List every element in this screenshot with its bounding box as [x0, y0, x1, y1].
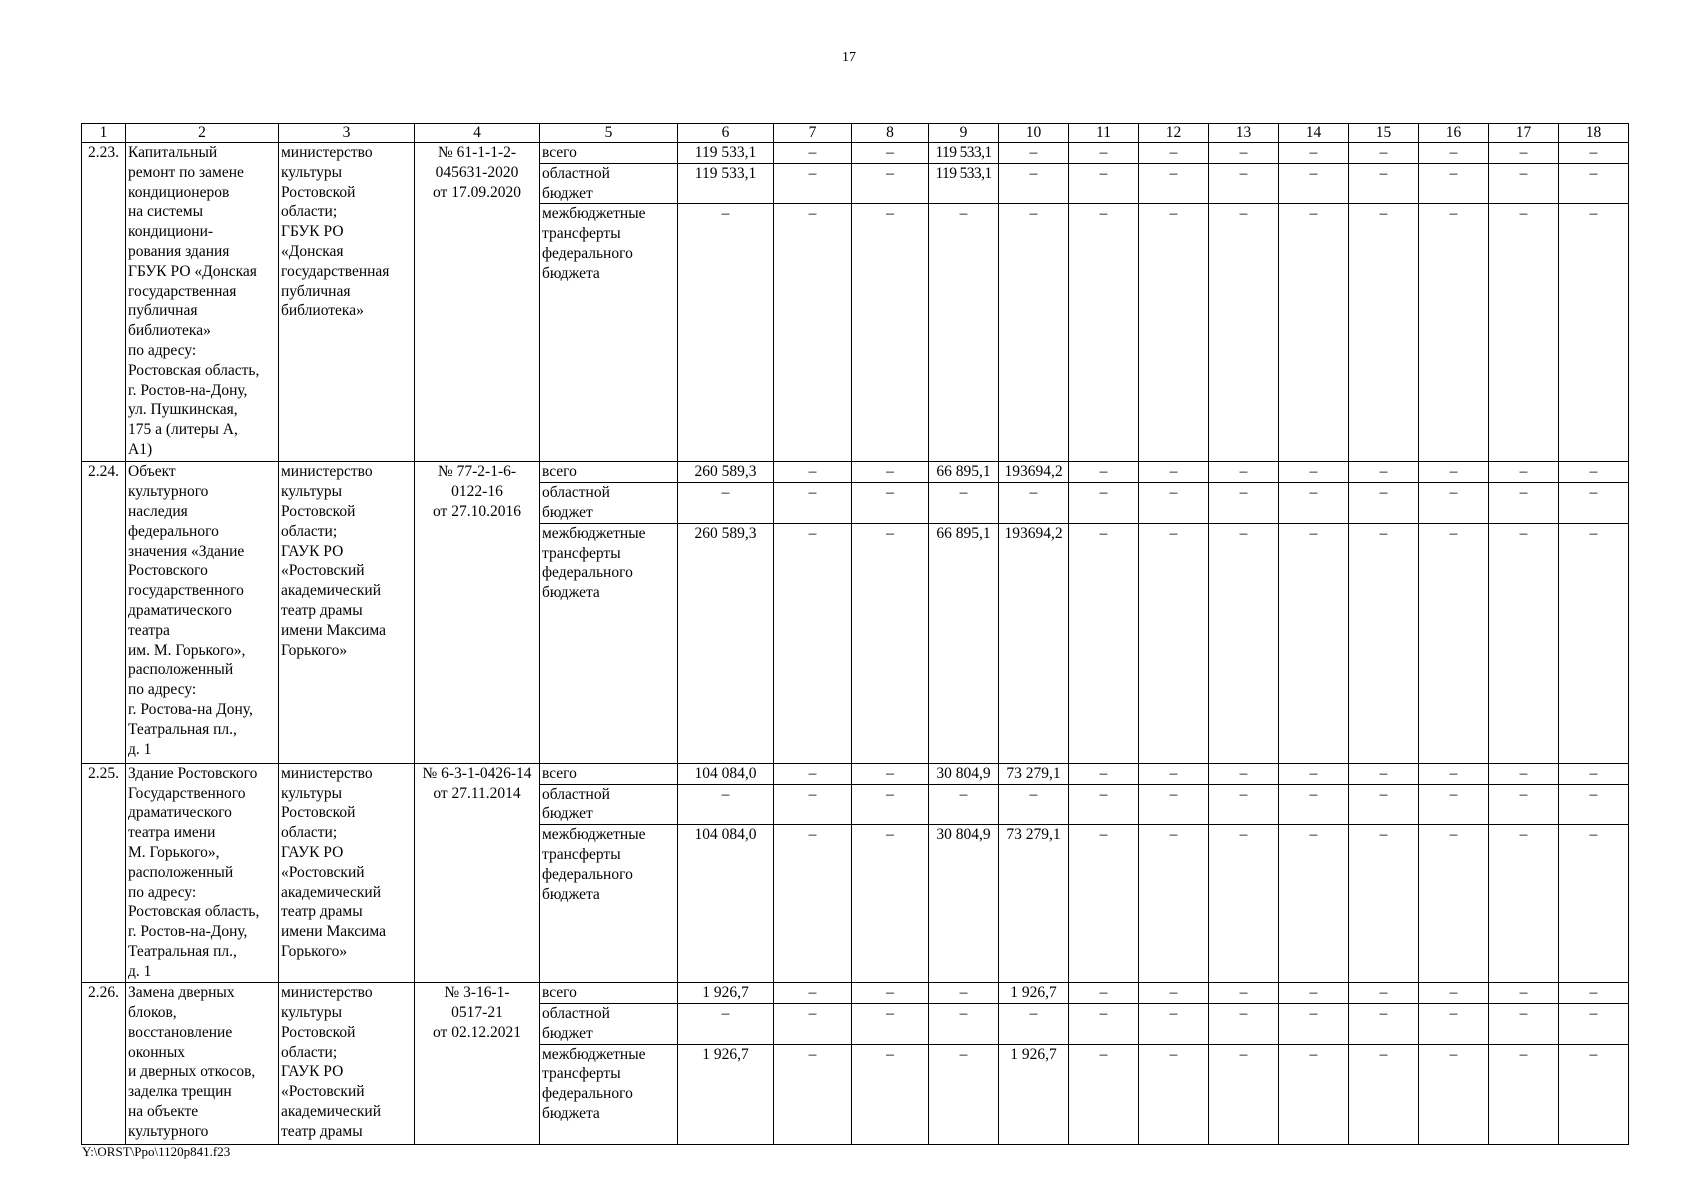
value-cell: – — [1419, 523, 1489, 763]
value-cell: – — [1349, 763, 1419, 784]
value-cell: – — [1209, 143, 1279, 164]
value-cell: – — [852, 983, 929, 1004]
value-cell: – — [929, 784, 999, 825]
value-cell: – — [1069, 1003, 1139, 1044]
table-row — [82, 143, 1629, 164]
value-cell: – — [1559, 825, 1629, 983]
value-cell: – — [1279, 143, 1349, 164]
value-cell: – — [1349, 825, 1419, 983]
value-cell: – — [929, 1003, 999, 1044]
header-row — [82, 124, 1629, 143]
value-cell: – — [1139, 763, 1209, 784]
value-cell: – — [1139, 163, 1209, 204]
value-cell: – — [1069, 483, 1139, 524]
item-number: 2.25. — [82, 763, 126, 982]
value-cell: – — [1279, 523, 1349, 763]
value-cell: – — [774, 143, 852, 164]
header-cell: 10 — [999, 124, 1069, 143]
value-cell: – — [852, 204, 929, 462]
value-cell: – — [1139, 204, 1209, 462]
value-cell: – — [1489, 1003, 1559, 1044]
funding-source: областной бюджет — [540, 163, 678, 204]
value-cell: – — [1209, 825, 1279, 983]
item-name: Объект культурного наследия федерального значения «Здание Ростовского государственного драматического театра им. М. Горького», расположенный по адресу: г. Ростова-на Дону, Театральная пл., д. 1 — [126, 462, 279, 763]
value-cell: – — [852, 462, 929, 483]
value-cell: – — [774, 204, 852, 462]
item-organization: министерство культуры Ростовской области; ГБУК РО «Донская государственная публичная библиотека» — [279, 143, 415, 462]
header-cell: 15 — [1349, 124, 1419, 143]
value-cell: – — [1489, 462, 1559, 483]
item-name: Здание Ростовского Государственного драматического театра имени М. Горького», расположенный по адресу: Ростовская область, г. Ростов-на-Дону, Театральная пл., д. 1 — [126, 763, 279, 982]
value-cell: – — [1069, 143, 1139, 164]
value-cell: – — [1279, 163, 1349, 204]
value-cell: – — [1419, 204, 1489, 462]
value-cell: – — [1279, 763, 1349, 784]
value-cell: – — [1419, 784, 1489, 825]
item-organization: министерство культуры Ростовской области; ГАУК РО «Ростовский академический театр драмы — [279, 983, 415, 1144]
value-cell: – — [1419, 1003, 1489, 1044]
value-cell: – — [999, 784, 1069, 825]
funding-source: межбюджетные трансферты федерального бюджета — [540, 523, 678, 763]
value-cell: – — [1489, 825, 1559, 983]
value-cell: – — [1489, 163, 1559, 204]
value-cell: – — [1489, 1044, 1559, 1144]
value-cell: 1 926,7 — [678, 983, 774, 1004]
value-cell: – — [1139, 983, 1209, 1004]
value-cell: 1 926,7 — [678, 1044, 774, 1144]
value-cell: – — [1209, 163, 1279, 204]
value-cell: – — [1419, 143, 1489, 164]
value-cell: – — [1279, 462, 1349, 483]
value-cell: – — [774, 483, 852, 524]
value-cell: – — [774, 983, 852, 1004]
value-cell: 104 084,0 — [678, 763, 774, 784]
value-cell: – — [852, 763, 929, 784]
value-cell: – — [1349, 143, 1419, 164]
value-cell: – — [678, 784, 774, 825]
value-cell: – — [1069, 523, 1139, 763]
financing-table — [81, 123, 1629, 1145]
value-cell: – — [1279, 1044, 1349, 1144]
header-cell: 13 — [1209, 124, 1279, 143]
table-body — [82, 124, 1629, 1145]
item-document: № 3-16-1- 0517-21 от 02.12.2021 — [415, 983, 540, 1144]
value-cell: – — [999, 163, 1069, 204]
funding-source: всего — [540, 763, 678, 784]
value-cell: – — [1489, 204, 1559, 462]
value-cell: – — [1279, 825, 1349, 983]
funding-source: межбюджетные трансферты федерального бюджета — [540, 825, 678, 983]
value-cell: – — [1069, 983, 1139, 1004]
value-cell: – — [852, 143, 929, 164]
table-row — [82, 462, 1629, 483]
item-name: Замена дверных блоков, восстановление оконных и дверных откосов, заделка трещин на объекте культурного — [126, 983, 279, 1144]
value-cell: – — [1559, 1003, 1629, 1044]
header-cell: 1 — [82, 124, 126, 143]
value-cell: – — [1419, 163, 1489, 204]
value-cell: – — [774, 825, 852, 983]
value-cell: – — [1349, 1044, 1419, 1144]
funding-source: областной бюджет — [540, 784, 678, 825]
header-cell: 3 — [279, 124, 415, 143]
value-cell: – — [1139, 784, 1209, 825]
value-cell: – — [1419, 825, 1489, 983]
value-cell: – — [852, 523, 929, 763]
value-cell: – — [1209, 1003, 1279, 1044]
value-cell: – — [1139, 143, 1209, 164]
value-cell: – — [1139, 825, 1209, 983]
value-cell: – — [1069, 462, 1139, 483]
value-cell: – — [678, 204, 774, 462]
value-cell: – — [852, 825, 929, 983]
value-cell: – — [1559, 983, 1629, 1004]
header-cell: 4 — [415, 124, 540, 143]
value-cell: 119 533,1 — [929, 143, 999, 164]
value-cell: – — [1069, 763, 1139, 784]
value-cell: – — [929, 1044, 999, 1144]
funding-source: межбюджетные трансферты федерального бюджета — [540, 1044, 678, 1144]
value-cell: – — [1349, 483, 1419, 524]
value-cell: – — [1489, 784, 1559, 825]
value-cell: – — [1279, 784, 1349, 825]
value-cell: – — [774, 163, 852, 204]
table-row — [82, 763, 1629, 784]
funding-source: всего — [540, 462, 678, 483]
value-cell: – — [1349, 784, 1419, 825]
item-number: 2.26. — [82, 983, 126, 1144]
value-cell: – — [1559, 483, 1629, 524]
funding-source: областной бюджет — [540, 483, 678, 524]
value-cell: – — [1279, 483, 1349, 524]
value-cell: 30 804,9 — [929, 763, 999, 784]
value-cell: – — [852, 784, 929, 825]
value-cell: – — [1279, 983, 1349, 1004]
item-document: № 6-3-1-0426-14 от 27.11.2014 — [415, 763, 540, 982]
value-cell: 119 533,1 — [678, 143, 774, 164]
value-cell: – — [774, 784, 852, 825]
value-cell: – — [1139, 483, 1209, 524]
funding-source: всего — [540, 143, 678, 164]
value-cell: 193694,2 — [999, 462, 1069, 483]
value-cell: – — [1209, 204, 1279, 462]
value-cell: – — [1559, 163, 1629, 204]
header-cell: 5 — [540, 124, 678, 143]
value-cell: – — [1069, 784, 1139, 825]
value-cell: – — [1559, 523, 1629, 763]
value-cell: – — [852, 1003, 929, 1044]
value-cell: – — [852, 483, 929, 524]
value-cell: – — [999, 204, 1069, 462]
page-number: 17 — [842, 50, 856, 65]
value-cell: – — [1209, 523, 1279, 763]
value-cell: – — [1139, 523, 1209, 763]
value-cell: – — [999, 1003, 1069, 1044]
value-cell: 260 589,3 — [678, 523, 774, 763]
value-cell: – — [1349, 983, 1419, 1004]
item-number: 2.23. — [82, 143, 126, 462]
value-cell: – — [774, 462, 852, 483]
header-cell: 16 — [1419, 124, 1489, 143]
funding-source: областной бюджет — [540, 1003, 678, 1044]
value-cell: – — [1279, 204, 1349, 462]
value-cell: – — [774, 1003, 852, 1044]
value-cell: – — [1559, 462, 1629, 483]
value-cell: – — [1489, 483, 1559, 524]
header-cell: 12 — [1139, 124, 1209, 143]
value-cell: 119 533,1 — [678, 163, 774, 204]
value-cell: – — [1069, 163, 1139, 204]
value-cell: 193694,2 — [999, 523, 1069, 763]
value-cell: – — [999, 143, 1069, 164]
value-cell: – — [1349, 1003, 1419, 1044]
value-cell: – — [1139, 1044, 1209, 1144]
value-cell: – — [929, 983, 999, 1004]
value-cell: – — [774, 763, 852, 784]
table-row — [82, 983, 1629, 1004]
value-cell: – — [1139, 462, 1209, 483]
header-cell: 18 — [1559, 124, 1629, 143]
value-cell: – — [1489, 143, 1559, 164]
value-cell: – — [1419, 983, 1489, 1004]
value-cell: – — [1349, 163, 1419, 204]
footer-path: Y:\ORST\Ppo\1120p841.f23 — [82, 1144, 231, 1159]
value-cell: – — [1209, 483, 1279, 524]
value-cell: – — [1419, 462, 1489, 483]
value-cell: – — [1559, 763, 1629, 784]
value-cell: – — [1279, 1003, 1349, 1044]
value-cell: – — [1069, 1044, 1139, 1144]
header-cell: 9 — [929, 124, 999, 143]
header-cell: 17 — [1489, 124, 1559, 143]
value-cell: – — [1559, 784, 1629, 825]
item-document: № 77-2-1-6- 0122-16 от 27.10.2016 — [415, 462, 540, 763]
header-cell: 7 — [774, 124, 852, 143]
value-cell: 66 895,1 — [929, 523, 999, 763]
value-cell: – — [1209, 784, 1279, 825]
value-cell: – — [852, 163, 929, 204]
value-cell: – — [1419, 763, 1489, 784]
value-cell: – — [1489, 983, 1559, 1004]
value-cell: – — [929, 483, 999, 524]
value-cell: – — [1559, 204, 1629, 462]
item-organization: министерство культуры Ростовской области; ГАУК РО «Ростовский академический театр драмы имени Максима Горького» — [279, 462, 415, 763]
value-cell: – — [1209, 983, 1279, 1004]
value-cell: – — [1209, 1044, 1279, 1144]
value-cell: – — [774, 523, 852, 763]
value-cell: – — [1209, 763, 1279, 784]
header-cell: 8 — [852, 124, 929, 143]
value-cell: – — [852, 1044, 929, 1144]
value-cell: – — [1559, 143, 1629, 164]
value-cell: – — [1139, 1003, 1209, 1044]
value-cell: 104 084,0 — [678, 825, 774, 983]
value-cell: – — [1489, 763, 1559, 784]
value-cell: – — [1419, 1044, 1489, 1144]
value-cell: 1 926,7 — [999, 1044, 1069, 1144]
value-cell: – — [1069, 204, 1139, 462]
item-number: 2.24. — [82, 462, 126, 763]
item-document: № 61-1-1-2- 045631-2020 от 17.09.2020 — [415, 143, 540, 462]
value-cell: – — [929, 204, 999, 462]
value-cell: – — [999, 483, 1069, 524]
item-organization: министерство культуры Ростовской области; ГАУК РО «Ростовский академический театр драмы имени Максима Горького» — [279, 763, 415, 982]
value-cell: – — [678, 1003, 774, 1044]
value-cell: 1 926,7 — [999, 983, 1069, 1004]
funding-source: всего — [540, 983, 678, 1004]
header-cell: 11 — [1069, 124, 1139, 143]
value-cell: – — [1349, 523, 1419, 763]
value-cell: – — [1209, 462, 1279, 483]
value-cell: – — [774, 1044, 852, 1144]
value-cell: 119 533,1 — [929, 163, 999, 204]
value-cell: – — [1489, 523, 1559, 763]
value-cell: 260 589,3 — [678, 462, 774, 483]
value-cell: 73 279,1 — [999, 763, 1069, 784]
value-cell: – — [1069, 825, 1139, 983]
value-cell: – — [1419, 483, 1489, 524]
value-cell: – — [1349, 204, 1419, 462]
header-cell: 6 — [678, 124, 774, 143]
value-cell: – — [1349, 462, 1419, 483]
header-cell: 2 — [126, 124, 279, 143]
value-cell: – — [1559, 1044, 1629, 1144]
value-cell: 66 895,1 — [929, 462, 999, 483]
value-cell: 30 804,9 — [929, 825, 999, 983]
value-cell: 73 279,1 — [999, 825, 1069, 983]
header-cell: 14 — [1279, 124, 1349, 143]
funding-source: межбюджетные трансферты федерального бюджета — [540, 204, 678, 462]
item-name: Капитальный ремонт по замене кондиционеров на системы кондициони- рования здания ГБУК РО «Донская государственная публичная библиотека» по адресу: Ростовская область, г. Ростов-на-Дону, ул. Пушкинская, 175 а (литеры А, А1) — [126, 143, 279, 462]
value-cell: – — [678, 483, 774, 524]
